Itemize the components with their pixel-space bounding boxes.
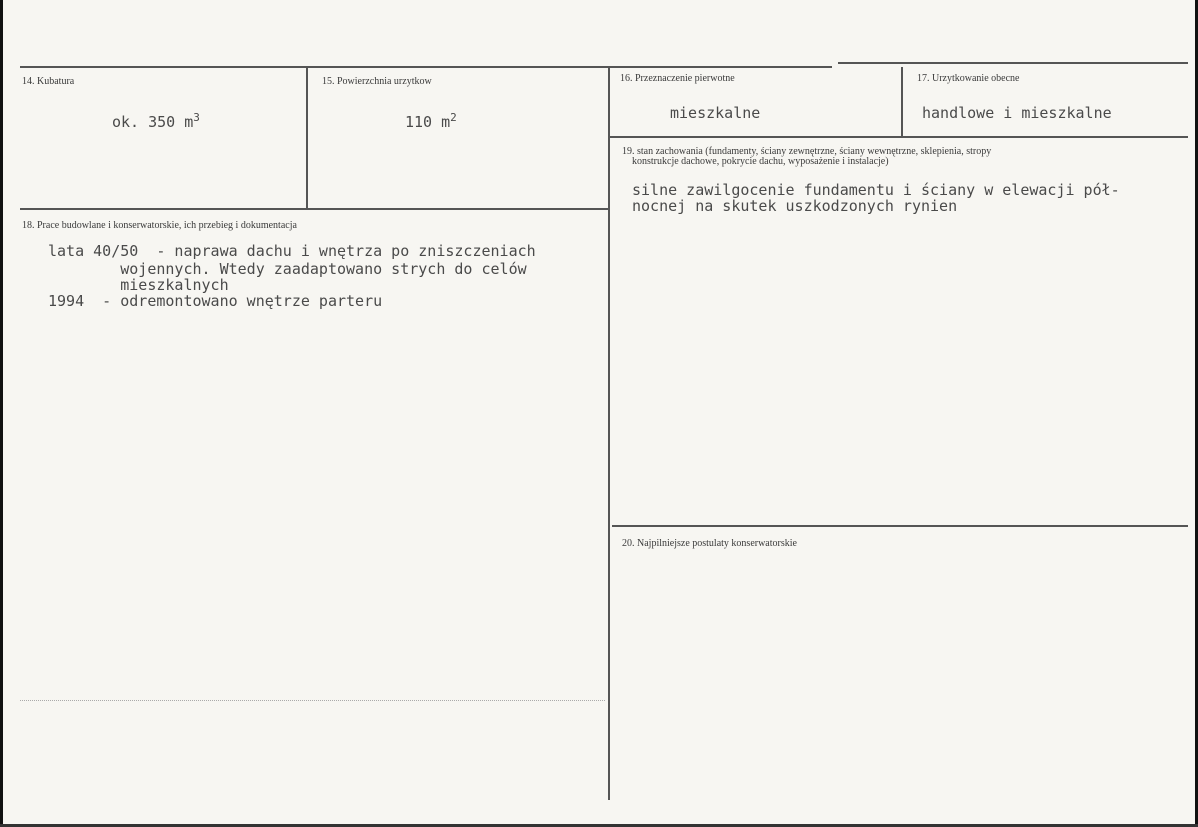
faint-rule-18: [20, 700, 605, 702]
rule-below-14-15: [20, 208, 608, 210]
field-19-line-2: nocnej na skutek uszkodzonych rynien: [632, 197, 958, 215]
rule-below-16-17: [610, 136, 1188, 138]
field-15-value-text: 110 m: [405, 113, 451, 131]
field-19-label-line-1: 19. stan zachowania (fundamenty, ściany zewnętrzne, ściany wewnętrzne, sklepienia, stropy: [622, 146, 992, 157]
rule-above-20: [612, 525, 1188, 527]
field-14-value-text: ok. 350 m: [112, 113, 194, 131]
field-14-unit-exponent: 3: [193, 111, 200, 124]
field-19-label-line-2: konstrukcje dachowe, pokrycie dachu, wyposażenie i instalacje): [632, 156, 889, 167]
field-16-label: 16. Przeznaczenie pierwotne: [620, 73, 735, 84]
field-14-value: [112, 110, 200, 130]
card-left-edge: [0, 0, 3, 827]
top-rule-left: [20, 66, 832, 68]
field-17-label: 17. Urzytkowanie obecne: [917, 73, 1020, 84]
top-rule-right: [838, 62, 1188, 64]
field-15-label: 15. Powierzchnia urzytkow: [322, 76, 432, 87]
field-18-line-4: 1994 - odremontowano wnętrze parteru: [48, 292, 383, 310]
field-16-value: mieszkalne: [670, 104, 761, 122]
field-18-line-1: lata 40/50 - naprawa dachu i wnętrza po zniszczeniach: [48, 242, 536, 260]
field-20-label: 20. Najpilniejsze postulaty konserwatorskie: [622, 538, 797, 549]
field-15-unit-exponent: 2: [450, 111, 457, 124]
field-17-value: handlowe i mieszkalne: [922, 104, 1112, 122]
field-19-line-1: silne zawilgocenie fundamentu i ściany w elewacji pół-: [632, 181, 1120, 199]
divider-16-17: [901, 67, 903, 137]
field-15-value: [405, 110, 457, 130]
field-18-line-3: mieszkalnych: [48, 276, 229, 294]
field-14-label: 14. Kubatura: [22, 76, 75, 87]
divider-14-15: [306, 67, 308, 209]
field-18-line-2: wojennych. Wtedy zaadaptowano strych do celów: [48, 260, 527, 278]
field-18-label: 18. Prace budowlane i konserwatorskie, ich przebieg i dokumentacja: [22, 220, 297, 231]
divider-main: [608, 67, 610, 800]
